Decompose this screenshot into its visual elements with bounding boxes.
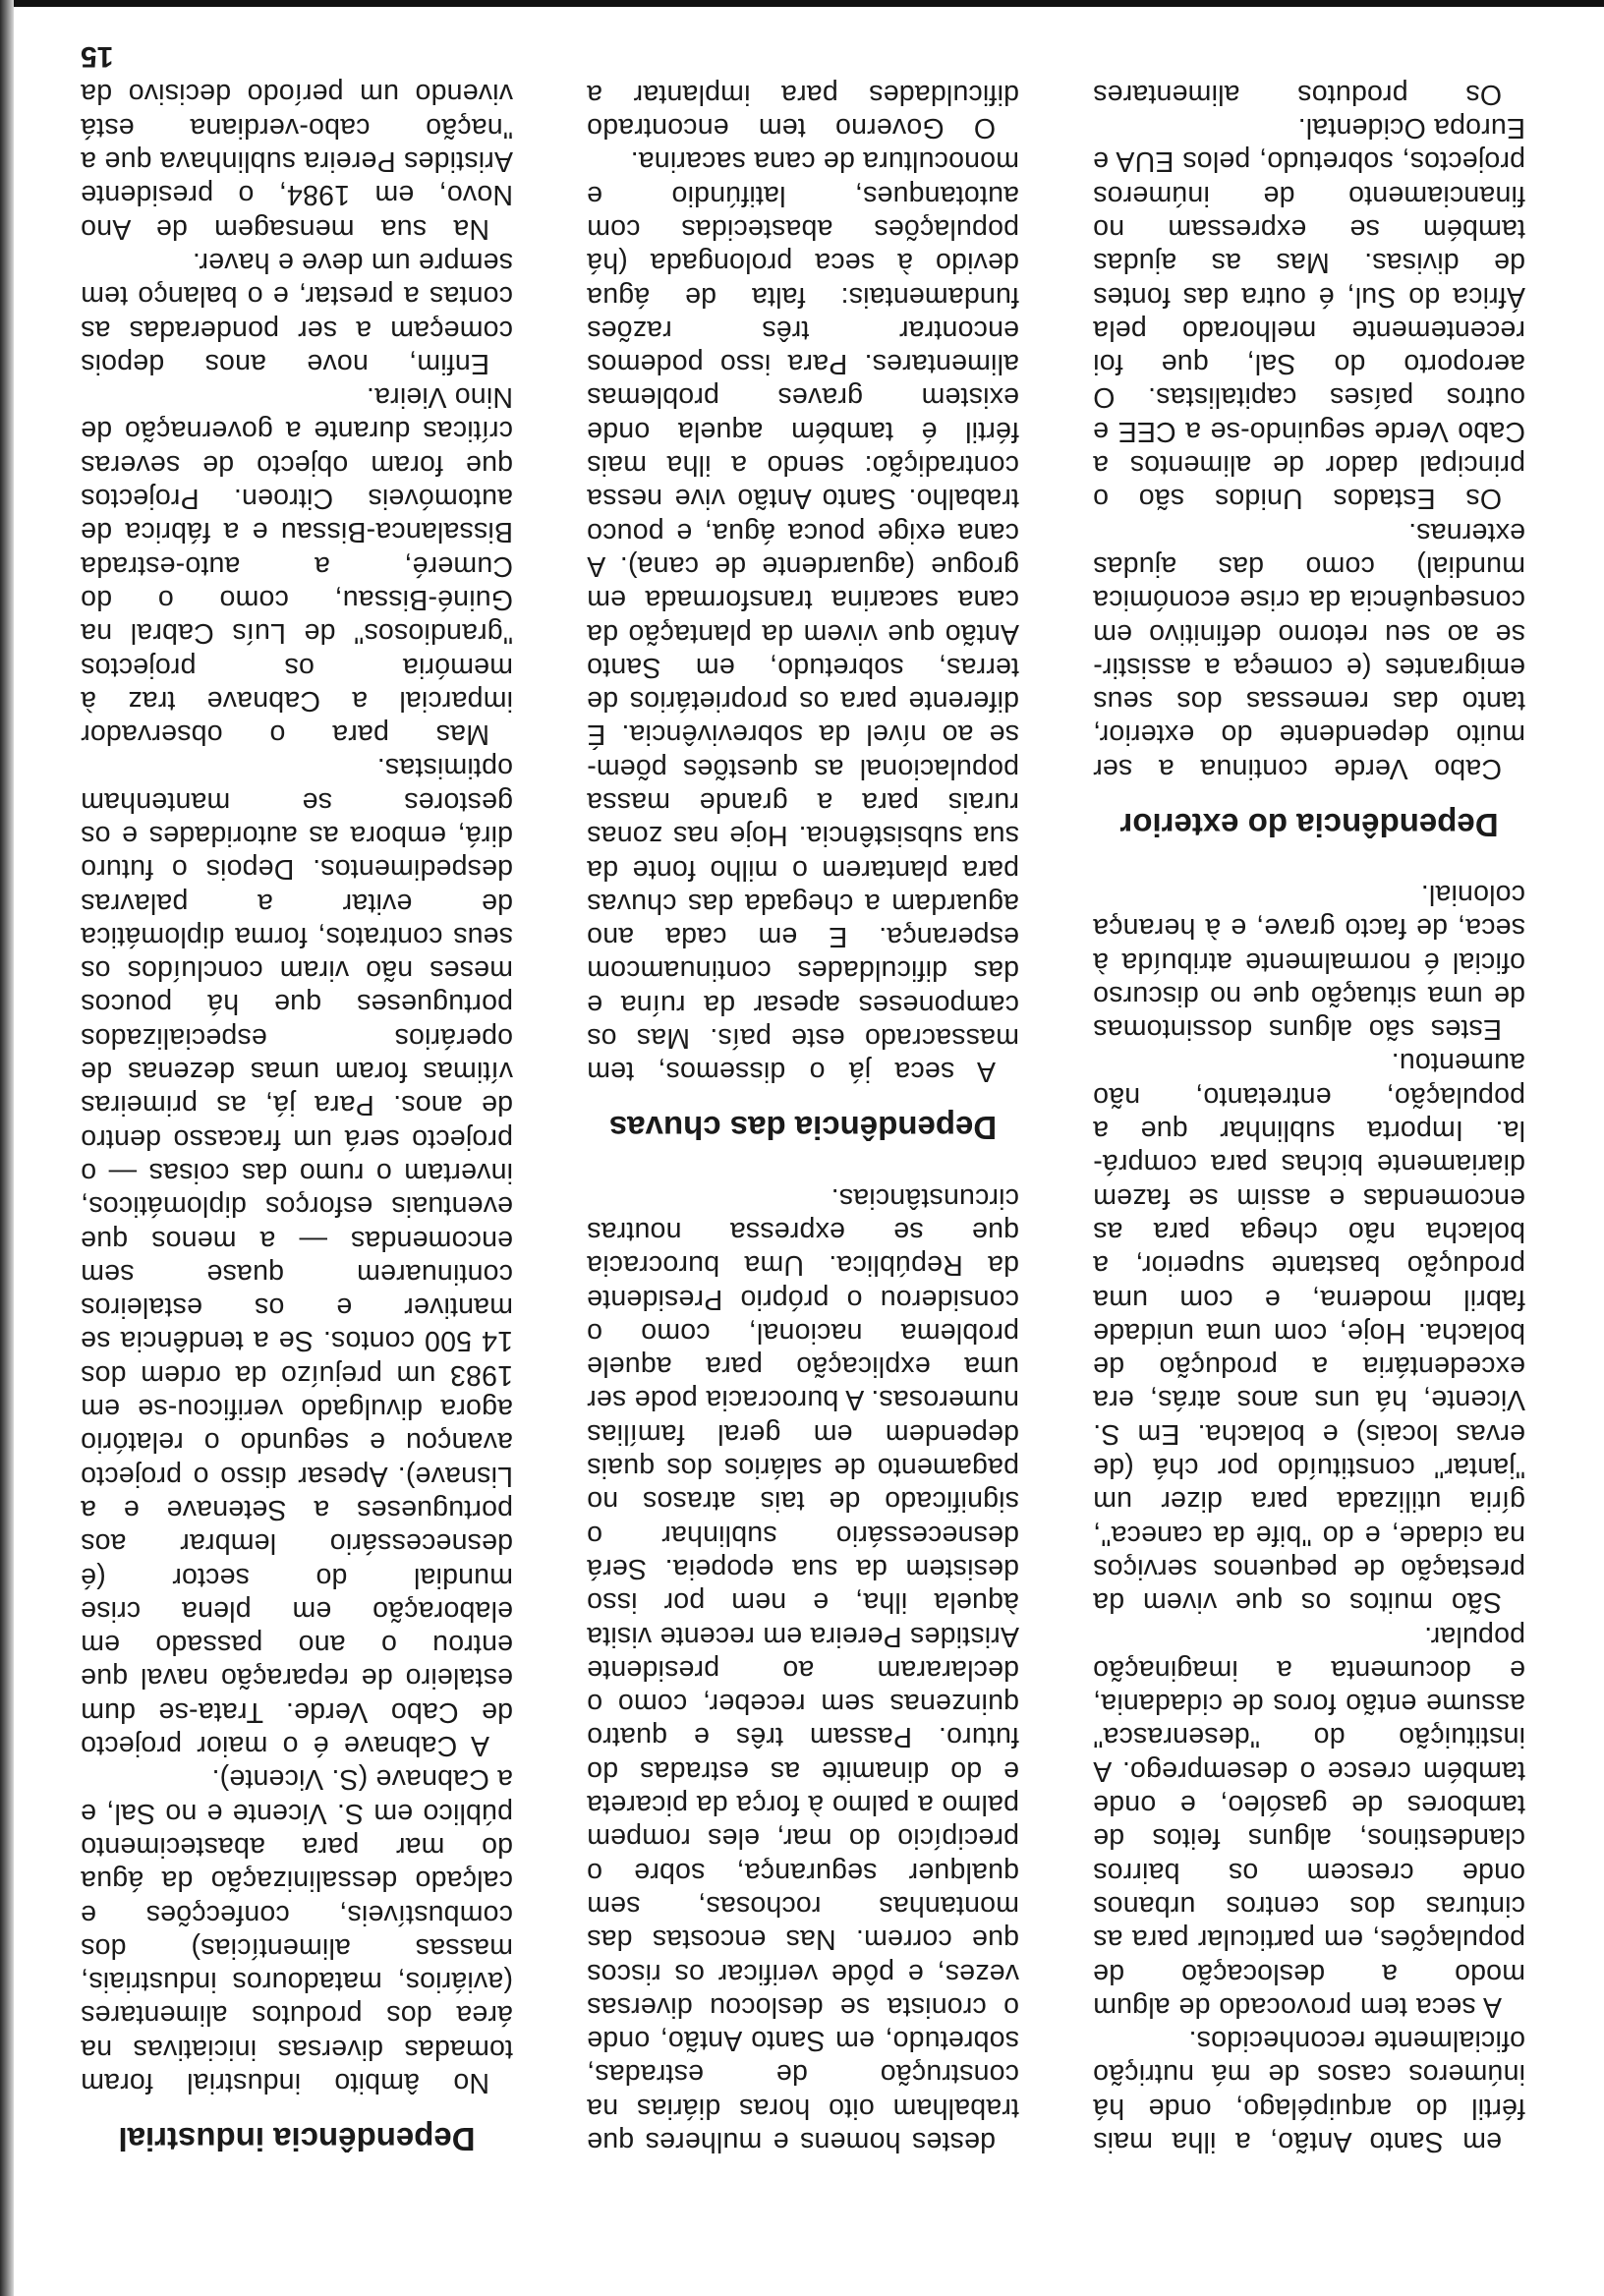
paragraph: Enfim, nove anos depois começam a ser ponderadas as contas a prestar, e o balanço tem sempre um deve e haver.	[81, 246, 513, 379]
paragraph: Na sua mensagem de Ano Novo, em 1984, o presidente Aristides Pereira sublinhava que a "nação cabo-verdiana está vivendo um período decisivo da	[81, 78, 513, 245]
column-3	[81, 75, 513, 2158]
spacer	[587, 1147, 1019, 1180]
paragraph: São muitos os que vivem da prestação de pequenos serviços na cidade, e do "bife da caneca", gíria utilizada para dizer um "jantar" constituído por chá (de ervas locais) e bolacha. Em S. Vicente, há uns anos atrás, era excedentária a produção de bolacha. Hoje, com uma unidade fabril moderna, e com uma produção bastante superior, a bolacha não chega para as encomendas e assim se fazem diariamente bichas para comprá-la. Importa sublinhar que a população, entretanto, não aumentou.	[1093, 1047, 1525, 1619]
paragraph: em Santo Antão, a ilha mais fértil do arquipélago, onde há inúmeros casos de má nutrição oficialmente reconhecidos.	[1093, 2025, 1525, 2157]
section-heading: Dependência das chuvas	[608, 1110, 998, 1147]
paragraph: Estes são alguns dossintomas de uma situação que no discurso oficial é normalmente atribuída à seca, de facto grave, e à herança colonial.	[1093, 879, 1525, 1046]
paragraph: A Cabnave é o maior projecto de Cabo Verde. Trata-se dum estaleiro de reparação naval que entrou o ano passado em elaboração em plena crise mundial do sector (é desnecessário lembrar aos portugueses a Setenave e a Lisnave). Apesar disso o projecto avançou e segundo o relatório agora divulgado verificou-se em 1983 um prejuízo da ordem dos 14 500 contos. Se a tendência se mantiver e os estaleiros continuarem quase sem encomendas — a menos que eventuais esforços diplomáticos, invertam o rumo das coisas — o projecto será um fracasso dentro de anos. Para já, as primeiras vítimas foram umas dezenas de operários especializados portugueses que há poucos meses não viram concluídos os seus contratos, forma diplomática de evitar a palavras despedimentos. Depois o futuro dirá, embora as autoridades e os gestores se mantenham optimistas.	[81, 752, 513, 1762]
paragraph: O Governo tem encontrado dificuldades para implantar a	[587, 78, 1019, 144]
paragraph: Mas para o observador imparcial a Cabnave traz à memória os projectos "grandiosos" de Luís Cabral na Guiné-Bissau, como o do Cumeré, a auto-estrada Bissalanca-Bissau e a fábrica de automóveis Citroen. Projectos que foram objecto de severas críticas durante a governação de Nino Vieira.	[81, 381, 513, 751]
paragraph: destes homens e mulheres que trabalham oito horas diárias na construção de estradas, sobretudo, em Santo Antão, onde o cronista se deslocou diversas vezes, e pôde verificar os riscos que correm. Nas encostas das montanhas rochosas, sem qualquer segurança, sobre o precipício do mar, eles rompem palmo a palmo à força da picareta e do dinamite as estradas do futuro. Passam três e quatro quinzenas sem receber, como o declararam ao presidente Aristides Pereira em recente visita àquela ilha, e nem por isso desistem da sua epopeia. Será desnecessário sublinhar o significado de tais atrasos no pagamento de salários dos quais dependem em geral famílias numerosas. A burocracia pode ser uma explicação para aquele problema nacional, como o considerou o próprio Presidente da República. Uma burocracia que se expressa noutras circunstâncias.	[587, 1181, 1019, 2157]
paragraph: A seca já o dissemos, tem massacrado este país. Mas os camponeses apesar da ruína e das dificuldades continuamcom esperança. E em cada ano aguardam a chegada das chuvas para plantarem o milho fonte da sua subsistência. Hoje nas zonas rurais para a grande massa populacional as questões põem-se ao nível da sobrevivência. É diferente para os proprietários de terras, sobretudo, em Santo Antão que vivem da plantação da cana sacarina transformada em grogue (aguardente de cana). A cana exige pouca água, e pouco trabalho. Santo Antão vive nessa contradição: sendo a ilha mais fértil é também aquela onde existem graves problemas alimentares. Para isso podemos encontrar três razões fundamentais: falta de água devido à seca prolongada (há populações abastecidas com autotanques, latifúndio e monocultura de cana sacarina.	[587, 145, 1019, 1088]
paragraph: Os produtos alimentares	[1093, 78, 1502, 110]
section-heading: Dependência industrial	[118, 2121, 476, 2157]
paragraph: A seca tem provocado de algum modo a deslocação de populações, em particular para as cinturas dos centros urbanos onde crescem os bairros clandestinos, alguns feitos de tambores de gasóleo, e onde também cresce o desemprego. A instituição do "desenrasca" assume então foros de cidadania, e documenta a imaginação popular.	[1093, 1620, 1525, 2023]
paragraph: No âmbito industrial foram tomadas diversas iniciativas na área dos produtos alimentares (aviários, matadouros industriais, massas alimentícias) dos combustíveis, confecções e calçado dessalinização da água do mar para abastecimento público em S. Vicente e no Sal, e a Cabnave (S. Vicente).	[81, 1763, 513, 2098]
column-1	[1093, 75, 1525, 2158]
spacer	[1093, 844, 1525, 878]
column-2	[587, 75, 1019, 2158]
section-heading: Dependência do exterior	[1119, 806, 1499, 843]
paragraph: Cabo Verde continua a ser muito dependente do exterior, tanto das remessas dos seus emigrantes (e começa a assistir-se ao seu retorno definitivo em consequência da crise económica mundial) como das ajudas externas.	[1093, 516, 1525, 784]
page-number: 15	[81, 40, 114, 73]
paragraph: Os Estados Unidos são o principal dador de alimentos a Cabo Verde seguindo-se a CEE e outros países capitalistas. O aeroporto do Sal, que foi recentemente melhorado pela África do Sul, é outra das fontes de divisas. Mas as ajudas também se expressam no financiamento de inúmeros projectos, sobretudo, pelos EUA e Europa Ocidental.	[1093, 112, 1525, 515]
